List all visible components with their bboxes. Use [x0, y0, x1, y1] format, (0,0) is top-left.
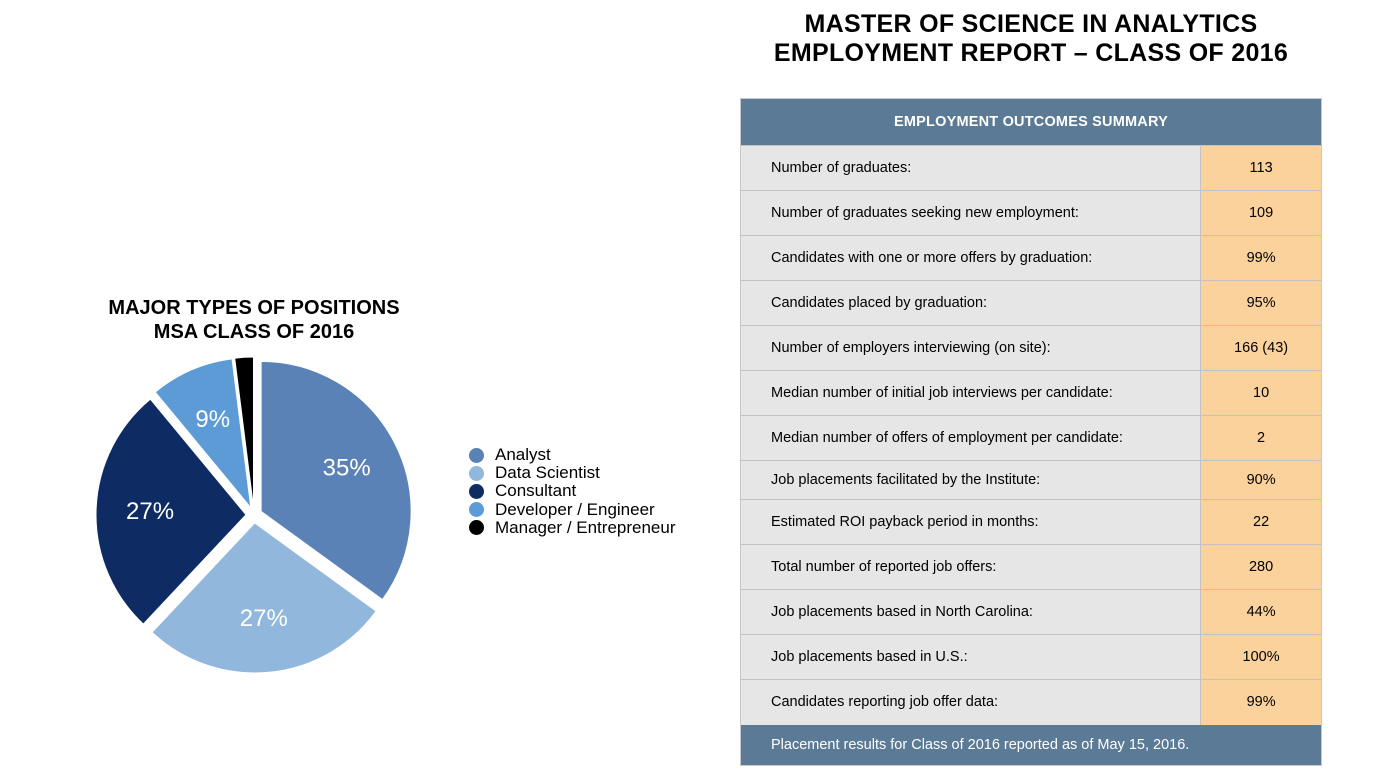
report-title-line2: EMPLOYMENT REPORT – CLASS OF 2016 [773, 39, 1289, 67]
table-row [741, 191, 1322, 236]
row-label: Candidates placed by graduation: [741, 281, 1201, 326]
chart-title-line1: MAJOR TYPES OF POSITIONS [108, 297, 400, 319]
legend-item [469, 446, 676, 464]
row-label: Candidates reporting job offer data: [741, 680, 1201, 725]
row-label: Number of graduates seeking new employment: [741, 191, 1201, 236]
row-value: 109 [1201, 191, 1322, 236]
table-row [741, 680, 1322, 725]
legend-label: Analyst [495, 445, 551, 464]
legend-label: Developer / Engineer [495, 499, 655, 519]
row-label: Median number of offers of employment per candidate: [741, 416, 1201, 461]
table-row [741, 146, 1322, 191]
employment-outcomes-table [740, 98, 1322, 766]
table-row [741, 371, 1322, 416]
row-value: 95% [1201, 281, 1322, 326]
legend-label: Manager / Entrepreneur [495, 517, 676, 537]
row-value: 99% [1201, 236, 1322, 281]
table-row [741, 326, 1322, 371]
legend-item [469, 519, 676, 537]
row-value: 90% [1201, 461, 1322, 500]
row-value: 22 [1201, 500, 1322, 545]
table-header: EMPLOYMENT OUTCOMES SUMMARY [741, 99, 1322, 146]
chart-legend [469, 446, 676, 537]
pie-slice-label: 27% [239, 605, 288, 633]
report-title [740, 10, 1322, 68]
table-row [741, 545, 1322, 590]
report-title-line1: MASTER OF SCIENCE IN ANALYTICS [804, 10, 1258, 38]
legend-label: Consultant [495, 481, 577, 501]
row-label: Job placements facilitated by the Institute: [741, 461, 1201, 500]
row-value: 100% [1201, 635, 1322, 680]
legend-swatch [469, 484, 484, 499]
legend-swatch [469, 448, 484, 463]
row-label: Number of employers interviewing (on site): [741, 326, 1201, 371]
row-value: 44% [1201, 590, 1322, 635]
legend-label: Data Scientist [495, 463, 600, 483]
row-value: 2 [1201, 416, 1322, 461]
row-value: 99% [1201, 680, 1322, 725]
pie-slice-label: 35% [322, 454, 371, 482]
legend-item [469, 464, 676, 482]
legend-swatch [469, 520, 484, 535]
row-value: 113 [1201, 146, 1322, 191]
chart-title-line2: MSA CLASS OF 2016 [153, 321, 355, 343]
pie-slice-label: 27% [126, 498, 175, 526]
table-row [741, 500, 1322, 545]
table-row [741, 416, 1322, 461]
table-footer-row [741, 725, 1322, 766]
row-label: Total number of reported job offers: [741, 545, 1201, 590]
table-header-row [741, 99, 1322, 146]
legend-item [469, 482, 676, 500]
pie-slice-label: 9% [195, 406, 231, 434]
row-label: Median number of initial job interviews per candidate: [741, 371, 1201, 416]
row-label: Job placements based in U.S.: [741, 635, 1201, 680]
row-value: 10 [1201, 371, 1322, 416]
table-row [741, 236, 1322, 281]
row-label: Job placements based in North Carolina: [741, 590, 1201, 635]
row-label: Number of graduates: [741, 146, 1201, 191]
row-value: 166 (43) [1201, 326, 1322, 371]
legend-swatch [469, 466, 484, 481]
legend-swatch [469, 502, 484, 517]
table-footer: Placement results for Class of 2016 reported as of May 15, 2016. [741, 725, 1322, 766]
table-row [741, 635, 1322, 680]
row-label: Estimated ROI payback period in months: [741, 500, 1201, 545]
table-row [741, 590, 1322, 635]
row-value: 280 [1201, 545, 1322, 590]
row-label: Candidates with one or more offers by graduation: [741, 236, 1201, 281]
table-row [741, 281, 1322, 326]
table-row [741, 461, 1322, 500]
legend-item [469, 501, 676, 519]
